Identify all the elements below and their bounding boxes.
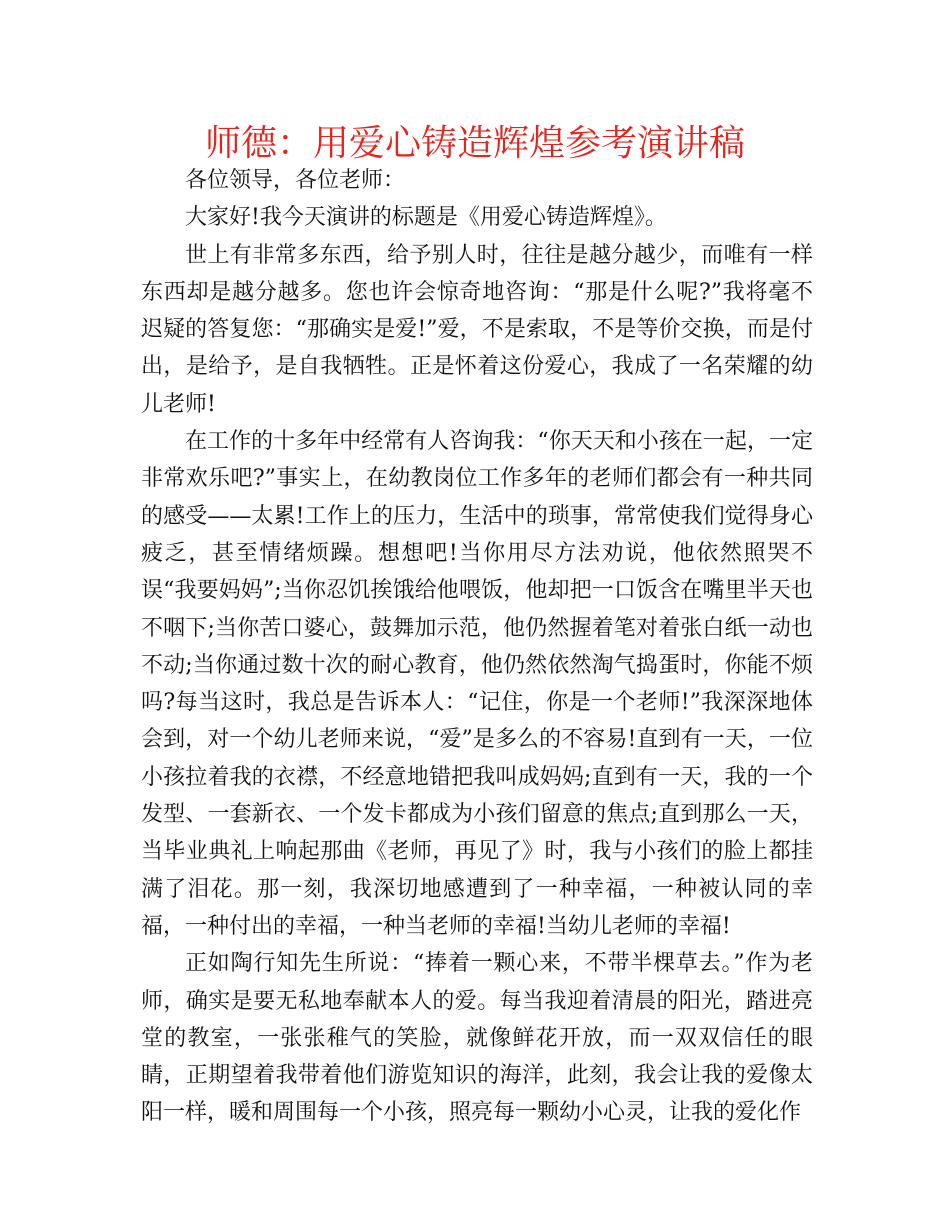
body-paragraph: 在工作的十多年中经常有人咨询我：“你天天和小孩在一起，一定非常欢乐吧?”事实上，在幼教岗位工作多年的老师们都会有一种共同的感受——太累!工作上的压力，生活中的琐事，常常使我们觉得身心疲乏，甚至情绪烦躁。想想吧!当你用尽方法劝说，他依然照哭不误“我要妈妈”;当你忍饥挨饿给他喂饭，他却把一口饭含在嘴里半天也不咽下;当你苦口婆心，鼓舞加示范，他仍然握着笔对着张白纸一动也不动;当你通过数十次的耐心教育，他仍然依然淘气捣蛋时，你能不烦吗?每当这时，我总是告诉本人：“记住，你是一个老师!”我深深地体会到，对一个幼儿老师来说，“爱”是多么的不容易!直到有一天，一位小孩拉着我的衣襟，不经意地错把我叫成妈妈;直到有一天，我的一个发型、一套新衣、一个发卡都成为小孩们留意的焦点;直到那么一天，当毕业典礼上响起那曲《老师，再见了》时，我与小孩们的脸上都挂满了泪花。那一刻，我深切地感遭到了一种幸福，一种被认同的幸福，一种付出的幸福，一种当老师的幸福!当幼儿老师的幸福!	[141, 429, 813, 939]
body-paragraph: 世上有非常多东西，给予别人时，往往是越分越少，而唯有一样东西却是越分越多。您也许会惊奇地咨询：“那是什么呢?”我将毫不迟疑的答复您：“那确实是爱!”爱，不是索取，不是等价交换，而是付出，是给予，是自我牺牲。正是怀着这份爱心，我成了一名荣耀的幼儿老师!	[141, 242, 813, 417]
greeting-paragraph: 大家好!我今天演讲的标题是《用爱心铸造辉煌》。	[185, 205, 667, 231]
document-body	[141, 162, 813, 1132]
body-paragraph: 正如陶行知先生所说：“捧着一颗心来，不带半棵草去。”作为老师，确实是要无私地奉献本人的爱。每当我迎着清晨的阳光，踏进亮堂的教室，一张张稚气的笑脸，就像鲜花开放，而一双双信任的眼睛，正期望着我带着他们游览知识的海洋，此刻，我会让我的爱像太阳一样，暖和周围每一个小孩，照亮每一颗幼小心灵，让我的爱化作	[141, 951, 813, 1126]
salutation-paragraph: 各位领导，各位老师：	[185, 168, 406, 193]
document-title: 师德：用爱心铸造辉煌参考演讲稿	[204, 123, 745, 164]
